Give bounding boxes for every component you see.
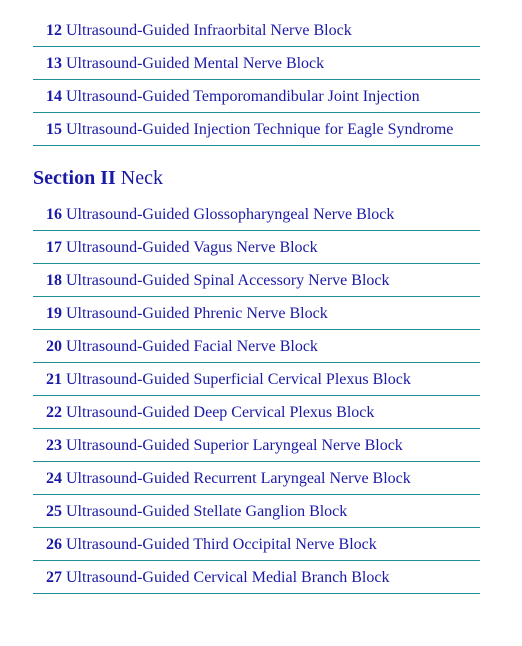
chapter-title: Ultrasound-Guided Spinal Accessory Nerve Block [66, 272, 390, 289]
chapter-title: Ultrasound-Guided Phrenic Nerve Block [66, 305, 328, 322]
toc-entry-12[interactable] [33, 14, 480, 47]
toc-entry-14[interactable] [33, 80, 480, 113]
chapter-number: 23 [46, 437, 62, 454]
chapter-title: Ultrasound-Guided Deep Cervical Plexus Block [66, 404, 375, 421]
toc-entry-25[interactable] [33, 495, 480, 528]
chapter-title: Ultrasound-Guided Third Occipital Nerve Block [66, 536, 377, 553]
toc-entry-17[interactable] [33, 231, 480, 264]
chapter-number: 25 [46, 503, 62, 520]
toc-entry-18[interactable] [33, 264, 480, 297]
chapter-number: 12 [46, 22, 62, 39]
toc-entry-26[interactable] [33, 528, 480, 561]
chapter-number: 21 [46, 371, 62, 388]
chapter-title: Ultrasound-Guided Recurrent Laryngeal Nerve Block [66, 470, 411, 487]
section-heading[interactable] [33, 166, 480, 190]
chapter-title: Ultrasound-Guided Glossopharyngeal Nerve Block [66, 206, 395, 223]
chapter-title: Ultrasound-Guided Infraorbital Nerve Block [66, 22, 352, 39]
chapter-title: Ultrasound-Guided Cervical Medial Branch Block [66, 569, 390, 586]
toc-entry-16[interactable] [33, 198, 480, 231]
table-of-contents [33, 14, 480, 594]
toc-entry-27[interactable] [33, 561, 480, 594]
chapter-number: 17 [46, 239, 62, 256]
chapter-title: Ultrasound-Guided Vagus Nerve Block [66, 239, 318, 256]
chapter-number: 26 [46, 536, 62, 553]
toc-entry-13[interactable] [33, 47, 480, 80]
chapter-number: 24 [46, 470, 62, 487]
toc-entry-22[interactable] [33, 396, 480, 429]
section-title: Neck [120, 167, 163, 189]
chapter-title: Ultrasound-Guided Temporomandibular Joint Injection [66, 88, 420, 105]
chapter-number: 16 [46, 206, 62, 223]
chapter-title: Ultrasound-Guided Stellate Ganglion Block [66, 503, 348, 520]
toc-entry-20[interactable] [33, 330, 480, 363]
section-label: Section II [33, 167, 116, 189]
toc-entry-19[interactable] [33, 297, 480, 330]
chapter-number: 14 [46, 88, 62, 105]
chapter-number: 22 [46, 404, 62, 421]
chapter-title: Ultrasound-Guided Injection Technique for Eagle Syndrome [66, 121, 454, 138]
chapter-number: 27 [46, 569, 62, 586]
chapter-number: 13 [46, 55, 62, 72]
chapter-title: Ultrasound-Guided Superior Laryngeal Nerve Block [66, 437, 403, 454]
chapter-number: 15 [46, 121, 62, 138]
chapter-title: Ultrasound-Guided Mental Nerve Block [66, 55, 325, 72]
toc-entry-24[interactable] [33, 462, 480, 495]
toc-entry-15[interactable] [33, 113, 480, 146]
toc-entry-21[interactable] [33, 363, 480, 396]
chapter-number: 18 [46, 272, 62, 289]
chapter-title: Ultrasound-Guided Facial Nerve Block [66, 338, 318, 355]
chapter-number: 19 [46, 305, 62, 322]
chapter-number: 20 [46, 338, 62, 355]
chapter-title: Ultrasound-Guided Superficial Cervical Plexus Block [66, 371, 411, 388]
toc-entry-23[interactable] [33, 429, 480, 462]
